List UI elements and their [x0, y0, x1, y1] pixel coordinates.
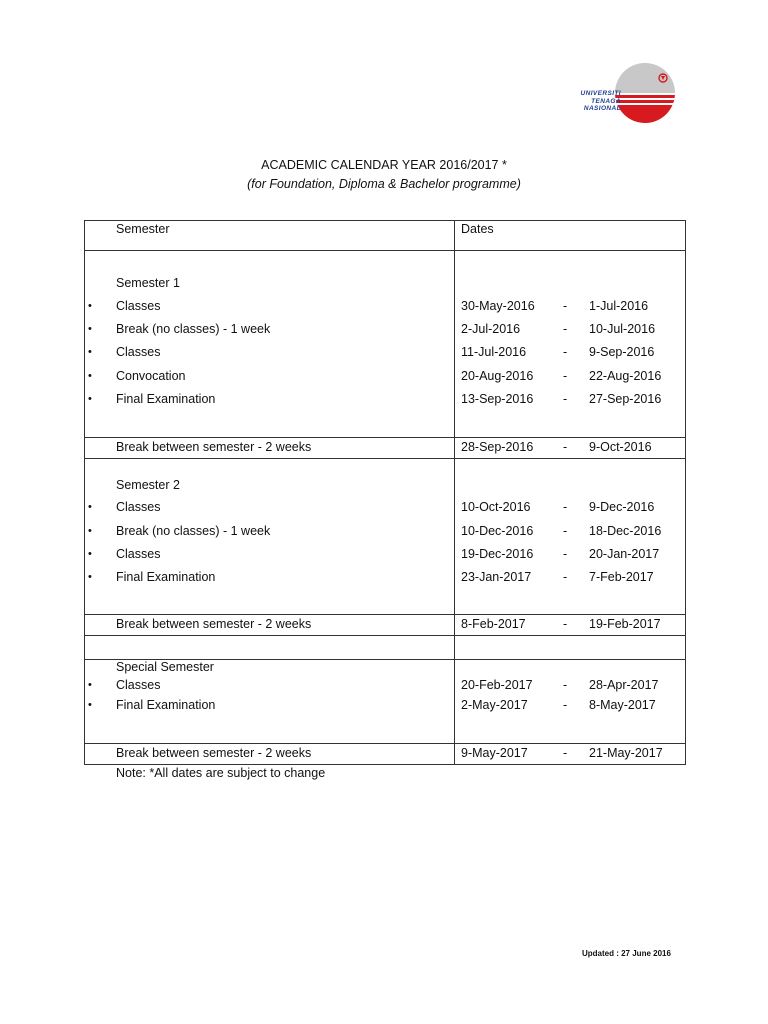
row-label: Break (no classes) - 1 week — [116, 524, 271, 538]
row-dash: - — [563, 617, 568, 631]
table-divider — [84, 635, 686, 636]
row-dash: - — [563, 570, 568, 584]
table-divider — [84, 458, 686, 459]
bullet: • — [88, 548, 92, 560]
table-divider — [84, 614, 686, 615]
bullet: • — [88, 370, 92, 382]
break-row-end-date: 9-Oct-2016 — [589, 440, 652, 454]
logo-line-2: TENAGA — [591, 97, 621, 105]
bullet: • — [88, 323, 92, 335]
row-dash: - — [563, 369, 568, 383]
row-dash: - — [563, 440, 568, 454]
row-label: Classes — [116, 345, 161, 359]
row-end-date: 7-Feb-2017 — [589, 570, 654, 584]
row-label: Classes — [116, 299, 161, 313]
row-dash: - — [563, 678, 568, 692]
break-row-end-date: 21-May-2017 — [589, 746, 663, 760]
break-row-label: Break between semester - 2 weeks — [116, 617, 312, 631]
break-row-start-date: 8-Feb-2017 — [461, 617, 526, 631]
row-end-date: 20-Jan-2017 — [589, 547, 660, 561]
table-border-right — [685, 220, 686, 765]
row-end-date: 18-Dec-2016 — [589, 524, 662, 538]
row-start-date: 13-Sep-2016 — [461, 392, 534, 406]
table-divider — [84, 437, 686, 438]
break-row-start-date: 9-May-2017 — [461, 746, 528, 760]
row-start-date: 2-Jul-2016 — [461, 322, 521, 336]
row-start-date: 23-Jan-2017 — [461, 570, 532, 584]
break-row-label: Break between semester - 2 weeks — [116, 746, 312, 760]
row-end-date: 10-Jul-2016 — [589, 322, 656, 336]
semester-2-heading: Semester 2 — [116, 478, 180, 492]
row-dash: - — [563, 392, 568, 406]
bullet: • — [88, 699, 92, 711]
logo-line-3: NASIONAL — [583, 105, 621, 112]
row-dash: - — [563, 746, 568, 760]
table-border-left — [84, 220, 85, 765]
row-start-date: 11-Jul-2016 — [461, 345, 527, 359]
bullet: • — [88, 571, 92, 583]
row-label: Convocation — [116, 369, 186, 383]
row-end-date: 28-Apr-2017 — [589, 678, 659, 692]
table-column-divider — [454, 220, 455, 765]
row-start-date: 19-Dec-2016 — [461, 547, 534, 561]
row-end-date: 9-Sep-2016 — [589, 345, 655, 359]
row-dash: - — [563, 524, 568, 538]
row-end-date: 22-Aug-2016 — [589, 369, 662, 383]
break-row-label: Break between semester - 2 weeks — [116, 440, 312, 454]
row-dash: - — [563, 500, 568, 514]
row-end-date: 9-Dec-2016 — [589, 500, 655, 514]
special-semester-heading: Special Semester — [116, 660, 214, 674]
row-label: Final Examination — [116, 570, 216, 584]
logo-wordmark — [553, 90, 621, 113]
bullet: • — [88, 501, 92, 513]
table-border-top — [84, 220, 686, 221]
table-border-bottom — [84, 764, 686, 765]
row-start-date: 20-Aug-2016 — [461, 369, 534, 383]
footnote: Note: *All dates are subject to change — [116, 766, 326, 780]
row-end-date: 1-Jul-2016 — [589, 299, 649, 313]
university-logo — [553, 60, 679, 126]
row-start-date: 10-Dec-2016 — [461, 524, 534, 538]
logo-line-1: UNIVERSITI — [580, 90, 621, 97]
bullet: • — [88, 525, 92, 537]
document-title: ACADEMIC CALENDAR YEAR 2016/2017 * — [261, 158, 507, 172]
row-end-date: 8-May-2017 — [589, 698, 656, 712]
table-header-divider — [84, 250, 686, 251]
row-dash: - — [563, 547, 568, 561]
updated-date: Updated : 27 June 2016 — [582, 949, 671, 958]
break-row-start-date: 28-Sep-2016 — [461, 440, 534, 454]
row-start-date: 20-Feb-2017 — [461, 678, 533, 692]
header-dates: Dates — [461, 222, 494, 236]
row-label: Final Examination — [116, 698, 216, 712]
row-start-date: 2-May-2017 — [461, 698, 528, 712]
row-label: Classes — [116, 678, 161, 692]
row-start-date: 30-May-2016 — [461, 299, 535, 313]
row-end-date: 27-Sep-2016 — [589, 392, 662, 406]
row-start-date: 10-Oct-2016 — [461, 500, 531, 514]
row-label: Classes — [116, 547, 161, 561]
bullet: • — [88, 679, 92, 691]
table-divider — [84, 743, 686, 744]
row-dash: - — [563, 698, 568, 712]
bullet: • — [88, 300, 92, 312]
document-subtitle: (for Foundation, Diploma & Bachelor programme) — [247, 177, 521, 191]
row-dash: - — [563, 345, 568, 359]
bullet: • — [88, 346, 92, 358]
row-dash: - — [563, 299, 568, 313]
break-row-end-date: 19-Feb-2017 — [589, 617, 661, 631]
row-label: Classes — [116, 500, 161, 514]
bullet: • — [88, 393, 92, 405]
header-semester: Semester — [116, 222, 170, 236]
semester-1-heading: Semester 1 — [116, 276, 180, 290]
row-label: Break (no classes) - 1 week — [116, 322, 271, 336]
row-dash: - — [563, 322, 568, 336]
row-label: Final Examination — [116, 392, 216, 406]
